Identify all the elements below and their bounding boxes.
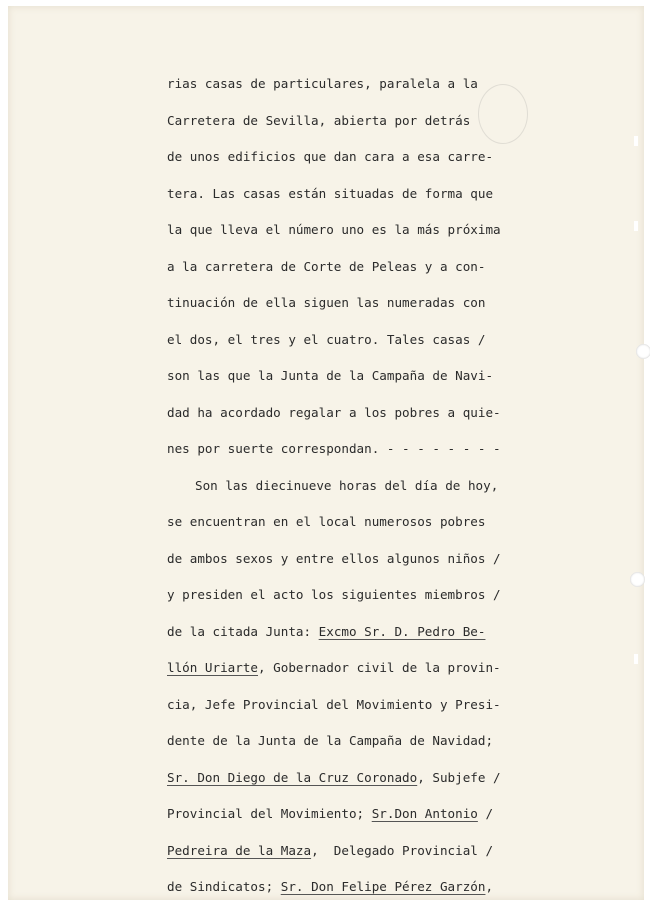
text-line: dad ha acordado regalar a los pobres a quie- [167, 404, 501, 420]
text-line: Carretera de Sevilla, abierta por detrás [167, 112, 471, 128]
punch-hole-bottom [630, 572, 645, 587]
underlined-name: Sr. Don Felipe Pérez Garzón [280, 879, 486, 894]
line-text: , Gobernador civil de la provin- [258, 660, 501, 675]
document-page [8, 6, 644, 900]
text-line: de unos edificios que dan cara a esa carre- [167, 149, 494, 164]
text-line: rias casas de particulares, paralela a la [167, 76, 478, 91]
text-line [167, 796, 527, 833]
line-text: de Sindicatos; [167, 879, 281, 894]
text-line [167, 760, 527, 797]
text-line: nes por suerte correspondan. - - - - - - - - [167, 441, 501, 456]
text-line [167, 614, 527, 651]
text-line: el dos, el tres y el cuatro. Tales casas / [167, 331, 486, 347]
line-text: / [477, 806, 494, 821]
line-text: , Delegado Provincial / [311, 842, 494, 858]
line-text: , Subjefe / [417, 769, 501, 785]
line-text: Provincial del Movimiento; [167, 806, 372, 821]
typewritten-text [167, 66, 527, 906]
text-line [167, 650, 527, 687]
text-line: cia, Jefe Provincial del Movimiento y Presi- [167, 696, 501, 712]
line-text: , [485, 879, 494, 894]
text-line: la que lleva el número uno es la más próxima [167, 222, 501, 237]
text-line: tinuación de ella siguen las numeradas con [167, 295, 486, 310]
underlined-name: Pedreira de la Maza [167, 842, 312, 858]
punch-hole-top [636, 344, 650, 359]
text-line: se encuentran en el local numerosos pobres [167, 514, 486, 529]
text-line: son las que la Junta de la Campaña de Navi- [167, 368, 494, 383]
text-line: dente de la Junta de la Campaña de Navidad; [167, 733, 494, 748]
text-line [167, 869, 527, 906]
text-line: de ambos sexos y entre ellos algunos niños / [167, 550, 501, 566]
underlined-name: Sr. Don Diego de la Cruz Coronado [167, 769, 418, 785]
underlined-name: Excmo Sr. D. Pedro Be- [318, 623, 486, 639]
text-line: y presiden el acto los siguientes miembros / [167, 587, 501, 602]
text-line: tera. Las casas están situadas de forma que [167, 185, 494, 201]
text-line: a la carretera de Corte de Peleas y a con- [167, 258, 486, 274]
text-line [167, 833, 527, 870]
edge-mark [634, 654, 638, 664]
edge-mark [634, 136, 638, 146]
underlined-name: Sr.Don Antonio [371, 806, 478, 821]
line-text: de la citada Junta: [167, 623, 319, 639]
underlined-name: llón Uriarte [167, 660, 258, 675]
edge-mark [634, 221, 638, 231]
paragraph-start-line: Son las diecinueve horas del día de hoy, [195, 477, 499, 493]
